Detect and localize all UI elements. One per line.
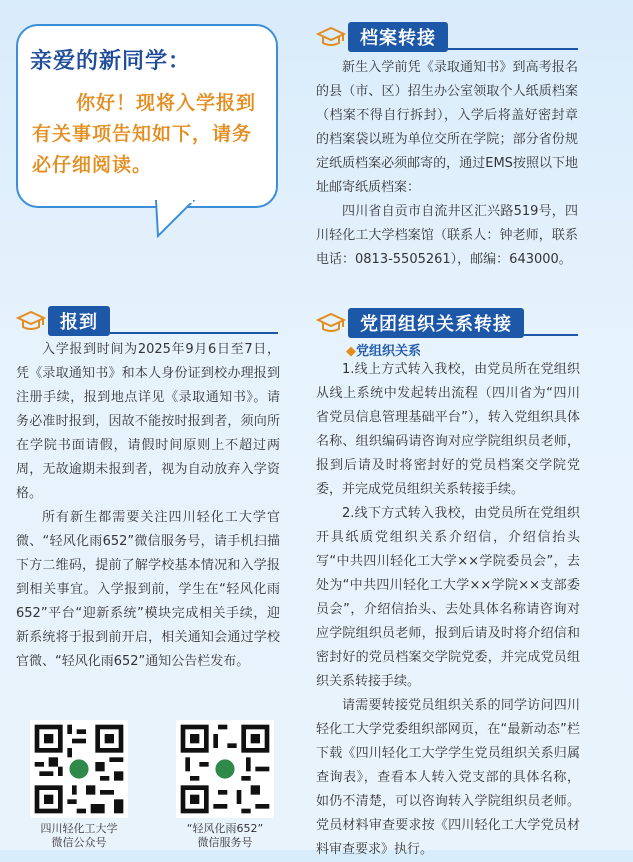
party-paragraph: 1.线上方式转入我校，由党员所在党组织从线上系统中发起转出流程（四川省为“四川省党员信息管理基础平台”），转入党组织具体名称、组织编码请咨询对应学院组织员老师，报到后请及时将密封好的党员档案交学院党委，并完成党员组织关系转接手续。: [316, 362, 580, 497]
section-rule: [524, 334, 578, 336]
report-paragraph: 入学报到时间为2025年9月6日至7日，凭《录取通知书》和本人身份证到校办理报到注册手续，报到地点详见《录取通知书》。请务必准时报到，因故不能按时报到者，须向所在学院书面请假，请假时间原则上不超过两周，无故逾期未报到者，视为自动放弃入学资格。: [16, 342, 280, 501]
section-rule: [448, 48, 578, 50]
party-paragraph: 请需要转接党员组织关系的同学访问四川轻化工大学党委组织部网页，在“最新动态”栏下载《四川轻化工大学学生党员组织关系归属查询表》，查看本人转入党支部的具体名称，如仍不清楚，可以咨询转入学院组织员老师。党员材料审查要求按《四川轻化工大学党员材料审查要求》执行。: [316, 698, 580, 857]
archive-section-header: [316, 22, 578, 52]
qr-code-icon: [176, 720, 274, 818]
qr-caption-official: [22, 822, 136, 850]
graduation-cap-icon: [16, 310, 46, 332]
archive-body: [316, 56, 578, 272]
greeting-line-3: 必仔细阅读。: [32, 154, 153, 176]
party-section-title: 党团组织关系转接: [348, 308, 524, 338]
graduation-cap-icon: [316, 26, 346, 48]
qr-caption-line: 微信公众号: [51, 836, 107, 849]
party-section-header: [316, 308, 578, 338]
greeting-title: 亲爱的新同学：: [30, 49, 192, 74]
report-section-title: 报到: [48, 306, 110, 336]
section-rule: [110, 332, 278, 334]
archive-paragraph: 四川省自贡市自流井区汇兴路519号，四川轻化工大学档案馆（联系人：钟老师，联系电话：0813-5505261），邮编：643000。: [316, 204, 578, 267]
qr-caption-line: 微信服务号: [197, 836, 253, 849]
graduation-cap-icon: [316, 312, 346, 334]
qr-caption-service: [168, 822, 282, 850]
party-subtitle-text: 党组织关系: [356, 344, 422, 359]
archive-paragraph: 新生入学前凭《录取通知书》到高考报名的县（市、区）招生办公室领取个人纸质档案（档案不得自行拆封），入学后将盖好密封章的档案袋以班为单位交所在学院；部分省份规定纸质档案必须邮寄的，通过EMS按照以下地址邮寄纸质档案：: [316, 60, 578, 195]
party-body: [316, 358, 580, 862]
bubble-tail: [152, 200, 198, 240]
greeting-line-1: 你好！现将入学报到: [76, 92, 257, 114]
report-paragraph: 所有新生都需要关注四川轻化工大学官微、“轻风化雨652”微信服务号，请手机扫描下方二维码，提前了解学校基本情况和入学报到相关事宜。入学报到前，学生在“轻风化雨652”平台“迎新系统”模块完成相关手续，迎新系统将于报到前开启，相关通知会通过学校官微、“轻风化雨652”通知公告栏发布。: [16, 510, 280, 669]
party-paragraph: 2.线下方式转入我校，由党员所在党组织开具纸质党组织关系介绍信，介绍信抬头写“中共四川轻化工大学××学院委员会”，去处为“中共四川轻化工大学××学院××支部委员会”，介绍信抬头、去处具体名称请咨询对应学院组织员老师，报到后请及时将介绍信和密封好的党员档案交学院党委，并完成党员组织关系转接手续。: [316, 506, 580, 689]
report-section-header: [16, 306, 278, 336]
party-subtitle: [346, 340, 421, 359]
qr-code-icon: [30, 720, 128, 818]
greeting-line-2: 有关事项告知如下，请务: [32, 123, 253, 145]
qr-caption-line: “轻风化雨652”: [186, 822, 264, 835]
diamond-icon: ◆: [346, 344, 356, 359]
report-body: [16, 338, 280, 674]
qr-caption-line: 四川轻化工大学: [40, 822, 118, 835]
archive-section-title: 档案转接: [348, 22, 448, 52]
